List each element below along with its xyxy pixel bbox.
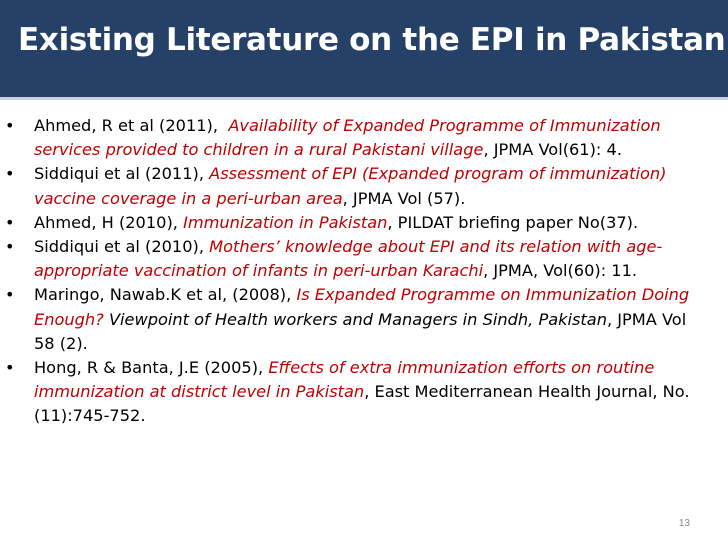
reference-title: Mothers’ knowledge about EPI and its relation with age-appropriate vaccination of infants in peri-urban Karachi: [34, 237, 663, 281]
reference-title: Availability of Expanded Programme of Immunization services provided to children in a rural Pakistani village: [34, 116, 661, 160]
reference-item: [0, 356, 705, 429]
bullet-icon: •: [5, 285, 15, 305]
reference-title: Immunization in Pakistan: [183, 212, 388, 232]
title-bar: [0, 0, 728, 100]
reference-title: Is Expanded Programme on Immunization Doing Enough?: [34, 285, 690, 329]
reference-item: [0, 211, 705, 235]
reference-source: , JPMA Vol 58 (2).: [34, 309, 687, 353]
bullet-icon: •: [5, 116, 15, 135]
reference-authors: Hong, R & Banta, J.E (2005),: [34, 358, 264, 378]
bullet-icon: •: [5, 237, 15, 257]
reference-item: [0, 283, 705, 356]
reference-authors: Ahmed, R et al (2011),: [34, 116, 219, 135]
reference-item: [0, 235, 705, 283]
reference-authors: Siddiqui et al (2010),: [34, 237, 204, 257]
reference-source: , JPMA Vol(61): 4.: [483, 140, 622, 160]
page-number: 13: [678, 518, 690, 529]
bullet-icon: •: [5, 212, 15, 232]
reference-item: [0, 162, 705, 210]
reference-source: , PILDAT briefing paper No(37).: [387, 212, 639, 232]
reference-authors: Maringo, Nawab.K et al, (2008),: [34, 285, 292, 305]
reference-source: , JPMA, Vol(60): 11.: [483, 261, 638, 281]
reference-title: Assessment of EPI (Expanded program of immunization) vaccine coverage in a peri-urban area: [34, 164, 667, 208]
reference-list: [0, 114, 705, 429]
reference-authors: Ahmed, H (2010),: [34, 212, 178, 232]
reference-subtitle: Viewpoint of Health workers and Managers in Sindh, Pakistan: [108, 309, 607, 329]
slide-title: Existing Literature on the EPI in Pakistan: [18, 22, 726, 58]
reference-title: Effects of extra immunization efforts on routine immunization at district level in Pakistan: [34, 358, 655, 402]
reference-item: [0, 114, 705, 162]
reference-source: , East Mediterranean Health Journal, No. (11):745-752.: [34, 382, 690, 426]
bullet-icon: •: [5, 358, 15, 378]
bullet-icon: •: [5, 164, 15, 184]
reference-source: , JPMA Vol (57).: [342, 188, 466, 208]
reference-authors: Siddiqui et al (2011),: [34, 164, 204, 184]
